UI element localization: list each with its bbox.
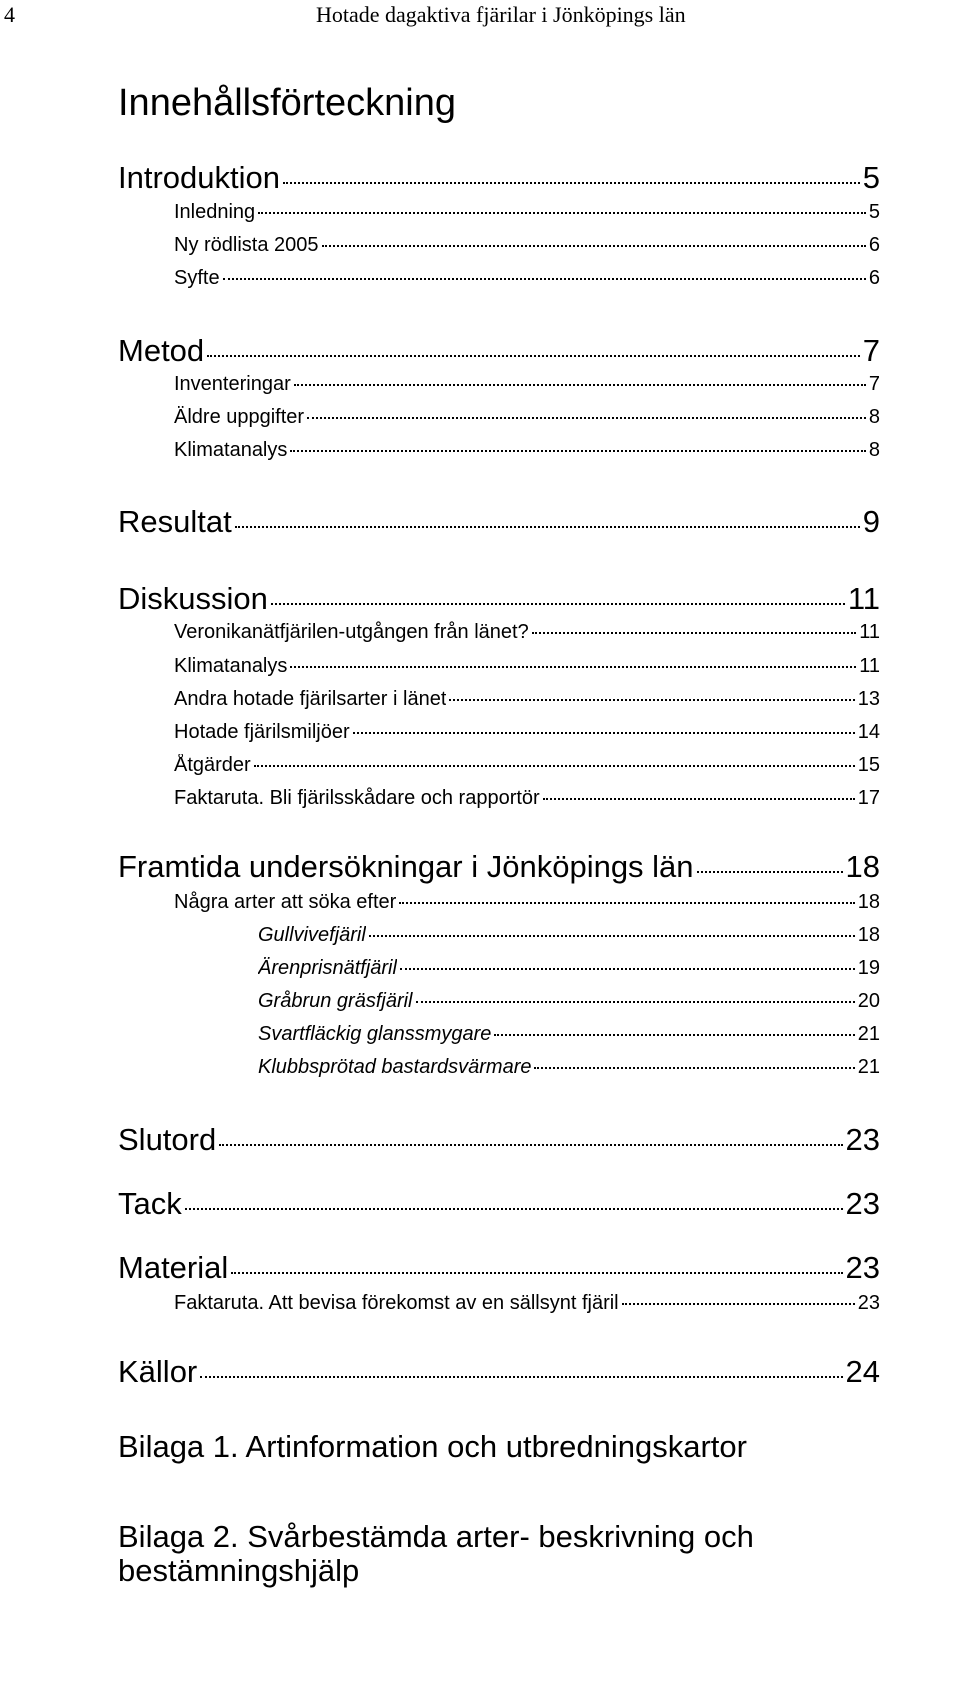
toc-entry-title: Gråbrun gräsfjäril <box>258 990 413 1012</box>
toc-page-number: 21 <box>857 1023 880 1045</box>
toc-page-number: 23 <box>857 1292 880 1314</box>
dot-leader <box>200 1375 842 1378</box>
toc-entry[interactable] <box>174 721 880 744</box>
toc-page-number: 11 <box>847 581 880 616</box>
toc-page-number: 14 <box>857 721 880 743</box>
dot-leader <box>207 354 860 357</box>
toc-entry-title: Gullvivefjäril <box>258 924 366 946</box>
toc-entry-title: Veronikanätfjärilen-utgången från länet? <box>174 621 529 643</box>
toc-entry-title: Diskussion <box>118 581 268 616</box>
toc-page-number: 17 <box>857 787 880 809</box>
toc-page-number: 23 <box>845 1186 880 1221</box>
toc-entry[interactable] <box>258 990 880 1013</box>
toc-page-number: 5 <box>862 160 880 195</box>
toc-entry-title: Introduktion <box>118 160 280 195</box>
toc-entry-title: Resultat <box>118 504 232 539</box>
toc-entry[interactable] <box>174 787 880 810</box>
toc-page-number: 8 <box>868 406 880 428</box>
toc-page-number: 18 <box>845 849 880 884</box>
toc-entry[interactable] <box>174 201 880 224</box>
dot-leader <box>400 967 855 970</box>
dot-leader <box>543 797 855 800</box>
toc-entry[interactable] <box>118 160 880 196</box>
toc-page-number: 23 <box>845 1250 880 1285</box>
toc-page-number: 8 <box>868 439 880 461</box>
toc-page-number: 21 <box>857 1056 880 1078</box>
toc-entry-title: Klimatanalys <box>174 655 288 677</box>
toc-entry-title: Klimatanalys <box>174 439 288 461</box>
toc-entry[interactable] <box>174 1292 880 1315</box>
toc-entry-title: Äldre uppgifter <box>174 406 305 428</box>
toc-entry[interactable]: Bilaga 1. Artinformation och utbredningskartor <box>118 1429 747 1464</box>
toc-entry-title: Ny rödlista 2005 <box>174 234 319 256</box>
toc-page-number: 6 <box>868 267 880 289</box>
dot-leader <box>223 277 866 280</box>
dot-leader <box>258 211 866 214</box>
toc-page-number: 18 <box>857 924 880 946</box>
toc-entry-title: Metod <box>118 333 205 368</box>
toc-entry-title: Framtida undersökningar i Jönköpings län <box>118 849 694 884</box>
toc-entry-title: Några arter att söka efter <box>174 891 397 913</box>
toc-entry-title: Ärenprisnätfjäril <box>258 957 397 979</box>
toc-entry-title: Faktaruta. Att bevisa förekomst av en sällsynt fjäril <box>174 1292 619 1314</box>
dot-leader <box>494 1033 854 1036</box>
toc-entry-title: Svartfläckig glanssmygare <box>258 1023 492 1045</box>
toc-entry[interactable] <box>118 1122 880 1158</box>
toc-entry-title: Inventeringar <box>174 373 291 395</box>
dot-leader <box>294 383 866 386</box>
toc-entry[interactable] <box>118 581 880 617</box>
toc-page-number: 18 <box>857 891 880 913</box>
toc-entry-title: Källor <box>118 1354 198 1389</box>
toc-entry[interactable] <box>174 655 880 678</box>
toc-entry[interactable] <box>174 688 880 711</box>
toc-title: Innehållsförteckning <box>118 82 456 124</box>
toc-entry[interactable] <box>118 849 880 885</box>
toc-page-number: 7 <box>868 373 880 395</box>
toc-entry[interactable] <box>258 924 880 947</box>
dot-leader <box>283 181 860 184</box>
toc-entry-title: Faktaruta. Bli fjärilsskådare och rapportör <box>174 787 540 809</box>
toc-page-number: 15 <box>857 754 880 776</box>
dot-leader <box>185 1207 843 1210</box>
toc-entry-title: Åtgärder <box>174 754 251 776</box>
dot-leader <box>235 525 860 528</box>
toc-entry[interactable] <box>118 504 880 540</box>
dot-leader <box>219 1143 842 1146</box>
toc-page-number: 11 <box>859 621 880 643</box>
dot-leader <box>290 665 856 668</box>
toc-page-number: 6 <box>868 234 880 256</box>
dot-leader <box>697 870 843 873</box>
dot-leader <box>307 416 866 419</box>
dot-leader <box>532 631 857 634</box>
toc-entry[interactable] <box>174 621 880 644</box>
toc-entry-title: Slutord <box>118 1122 217 1157</box>
dot-leader <box>271 602 845 605</box>
dot-leader <box>534 1066 854 1069</box>
toc-page-number: 7 <box>862 333 880 368</box>
dot-leader <box>353 731 855 734</box>
toc-entry[interactable] <box>118 1186 880 1222</box>
toc-entry-title: Hotade fjärilsmiljöer <box>174 721 350 743</box>
toc-page-number: 24 <box>845 1354 880 1389</box>
toc-entry[interactable] <box>174 406 880 429</box>
dot-leader <box>231 1271 842 1274</box>
dot-leader <box>449 698 854 701</box>
toc-entry[interactable] <box>258 1056 880 1079</box>
toc-entry-title: Tack <box>118 1186 182 1221</box>
toc-entry[interactable] <box>174 891 880 914</box>
dot-leader <box>416 1000 855 1003</box>
toc-entry[interactable] <box>258 1023 880 1046</box>
toc-page-number: 19 <box>857 957 880 979</box>
toc-page-number: 13 <box>857 688 880 710</box>
toc-page-number: 5 <box>868 201 880 223</box>
toc-entry[interactable] <box>118 1354 880 1390</box>
toc-page-number: 20 <box>857 990 880 1012</box>
toc-entry[interactable] <box>174 373 880 396</box>
toc-entry[interactable] <box>174 234 880 257</box>
dot-leader <box>622 1302 855 1305</box>
toc-entry-title: Syfte <box>174 267 220 289</box>
dot-leader <box>290 449 865 452</box>
toc-entry[interactable]: Bilaga 2. Svårbestämda arter- beskrivning och bestämningshjälp <box>118 1519 754 1589</box>
toc-entry-title: Material <box>118 1250 229 1285</box>
toc-page-number: 11 <box>859 655 880 677</box>
toc-entry[interactable] <box>174 439 880 462</box>
dot-leader <box>369 934 855 937</box>
dot-leader <box>254 764 855 767</box>
dot-leader <box>399 901 854 904</box>
toc-entry[interactable] <box>174 754 880 777</box>
dot-leader <box>322 244 866 247</box>
toc-page-number: 9 <box>862 504 880 539</box>
toc-page-number: 23 <box>845 1122 880 1157</box>
toc-entry[interactable] <box>258 957 880 980</box>
toc-entry[interactable] <box>118 333 880 369</box>
toc-entry[interactable] <box>118 1250 880 1286</box>
page-number: 4 <box>4 2 15 27</box>
toc-entry-title: Inledning <box>174 201 256 223</box>
toc-entry-title: Andra hotade fjärilsarter i länet <box>174 688 447 710</box>
toc-entry[interactable] <box>174 267 880 290</box>
toc-entry-title: Klubbsprötad bastardsvärmare <box>258 1056 532 1078</box>
running-title: Hotade dagaktiva fjärilar i Jönköpings län <box>316 2 686 27</box>
